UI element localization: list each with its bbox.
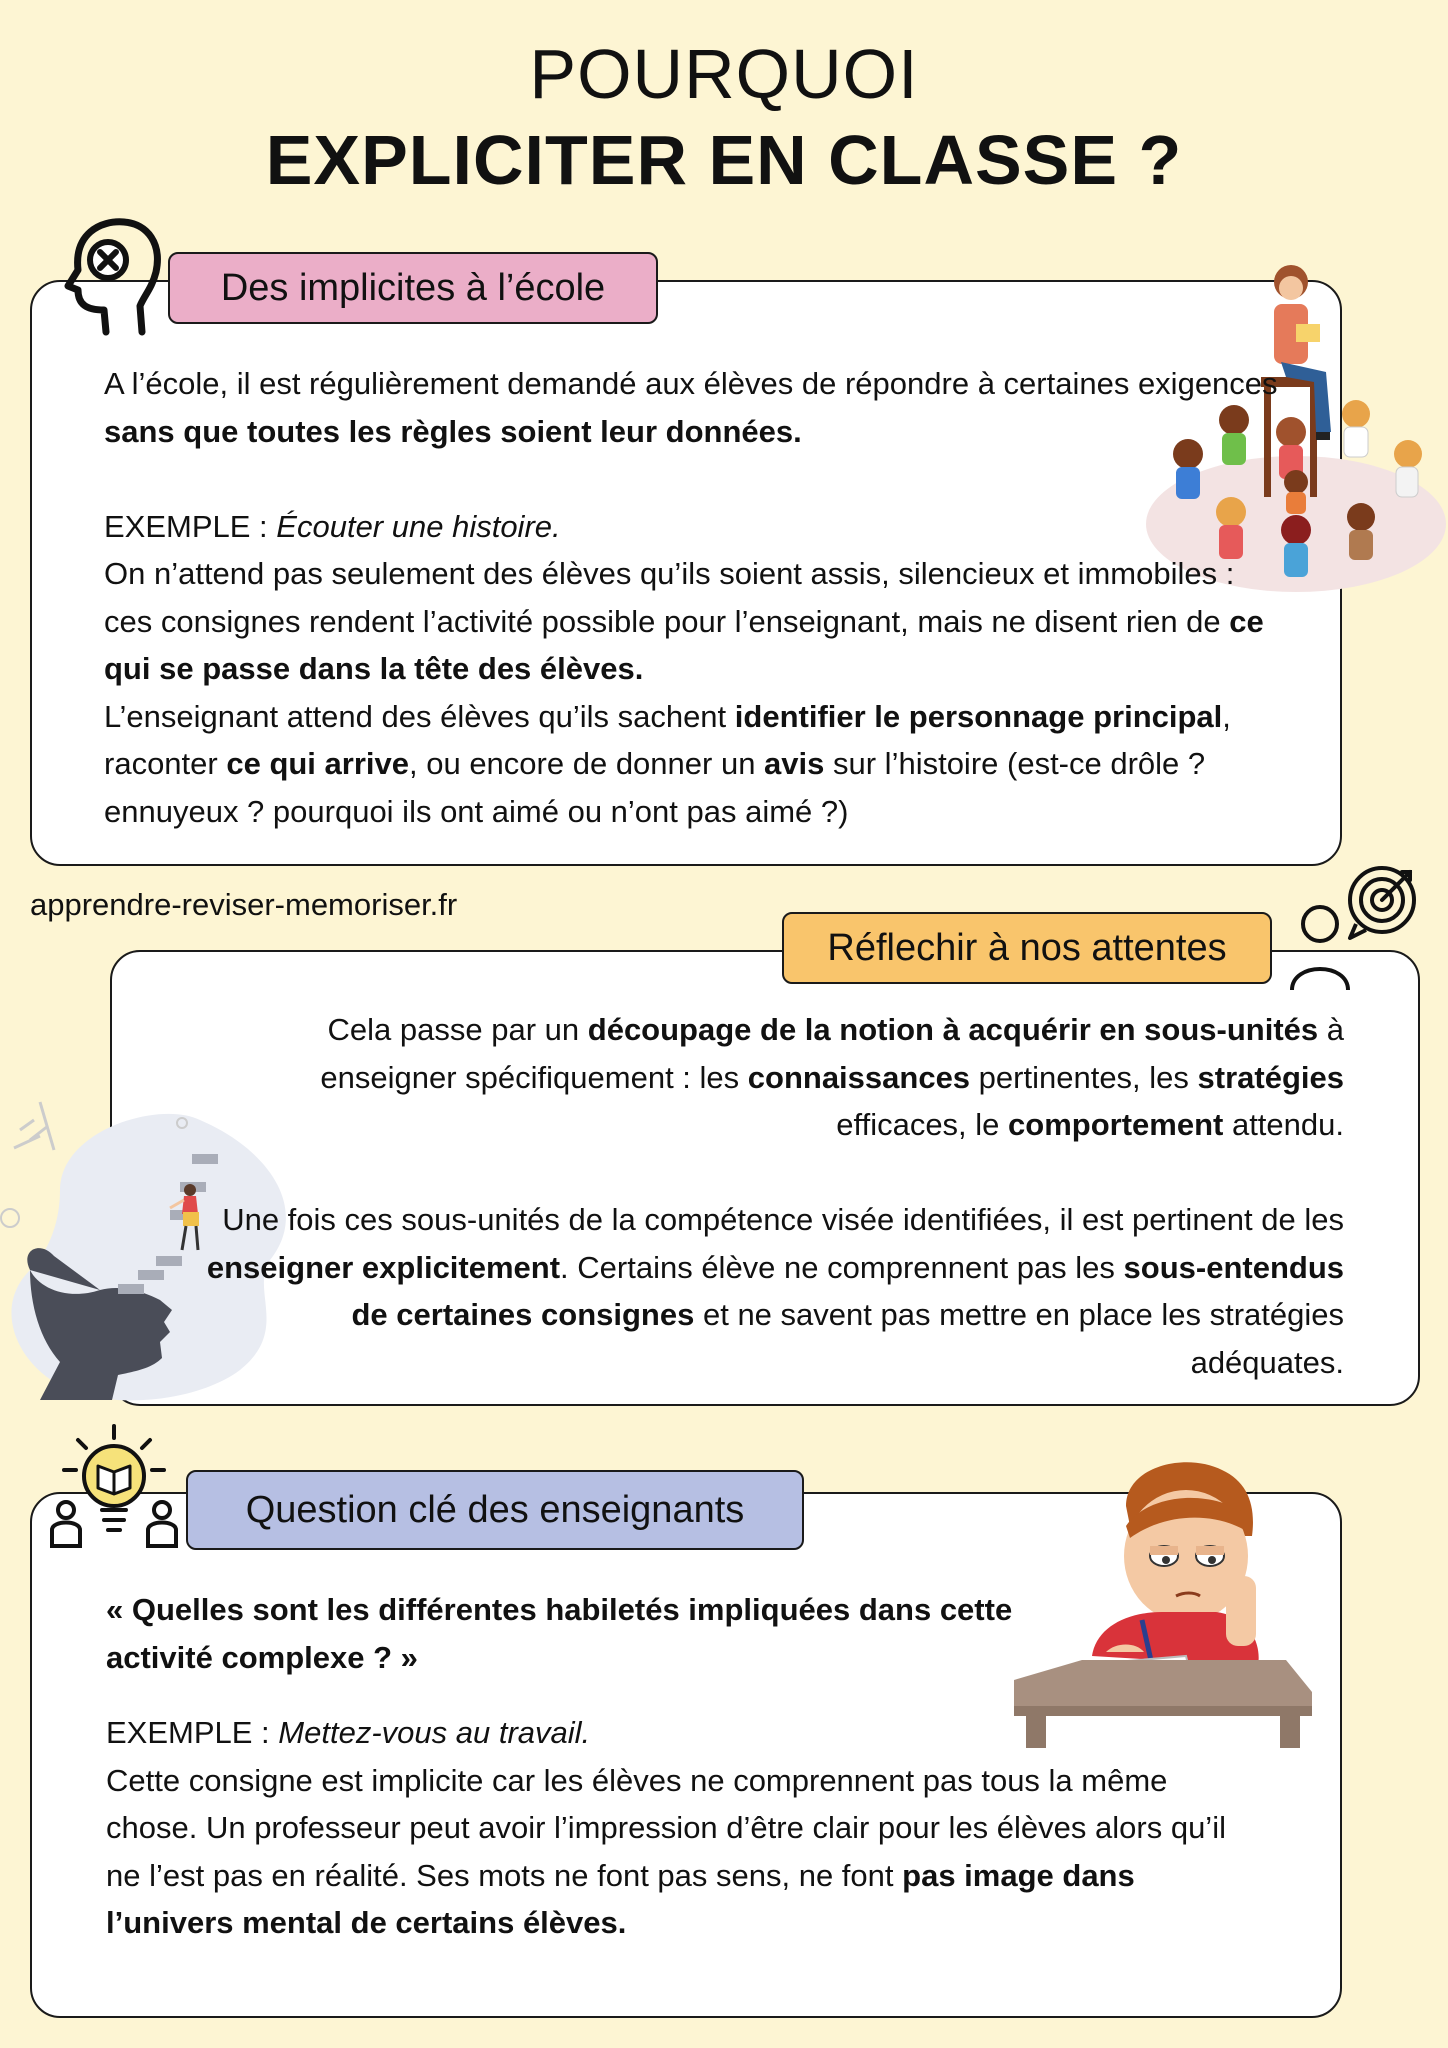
section1-body: [104, 360, 1284, 835]
head-with-x-icon: [44, 214, 164, 344]
section1-heading: Des implicites à l’école: [168, 252, 658, 324]
page-title-line2: EXPLICITER EN CLASSE ?: [265, 121, 1183, 199]
section2-heading: Réflechir à nos attentes: [782, 912, 1272, 984]
website-link[interactable]: apprendre-reviser-memoriser.fr: [30, 887, 458, 922]
section3-question: « Quelles sont les différentes habiletés impliquées dans cette activité complexe ? »: [106, 1592, 1013, 1675]
section2-paragraph-1: Cela passe par un découpage de la notion à acquérir en sous-unités à enseigner spécifiquement : les connaissances pertinentes, les stratégies efficaces, le comportement attendu.: [320, 1012, 1344, 1142]
section1-paragraph-1: A l’école, il est régulièrement demandé aux élèves de répondre à certaines exigences sans que toutes les règles soient leur données.: [104, 366, 1278, 449]
section1-example: EXEMPLE : Écouter une histoire.: [104, 508, 561, 544]
section3-paragraph-1: Cette consigne est implicite car les élèves ne comprennent pas tous la même chose. Un professeur peut avoir l’impression d’être clair pour les élèves alors qu’il ne l’est pas en réalité. Ses mots ne font pas sens, ne font pas image dans l’univers mental de certains élèves.: [106, 1762, 1226, 1940]
lightbulb-book-people-icon: [48, 1426, 180, 1550]
page-title-line1: POURQUOI: [529, 35, 919, 113]
section1-paragraph-2: On n’attend pas seulement des élèves qu’ils soient assis, silencieux et immobiles : ces consignes rendent l’activité possible pour l’enseignant, mais ne disent rien de ce qui se passe dans la tête des élèves.: [104, 556, 1264, 686]
section3-body: [106, 1586, 1266, 1947]
section1-paragraph-3: L’enseignant attend des élèves qu’ils sachent identifier le personnage principal, raconter ce qui arrive, ou encore de donner un avis sur l’histoire (est-ce drôle ? ennuyeux ? pourquoi ils ont aimé ou n’ont pas aimé ?): [104, 698, 1231, 829]
section2-paragraph-2: Une fois ces sous-unités de la compétence visée identifiées, il est pertinent de les enseigner explicitement. Certains élève ne comprennent pas les sous-entendus de certaines consignes et ne savent pas mettre en place les stratégies adéquates.: [206, 1202, 1344, 1380]
section3-example: EXEMPLE : Mettez-vous au travail.: [106, 1715, 591, 1750]
target-person-icon: [1290, 862, 1420, 992]
section3-heading: Question clé des enseignants: [186, 1470, 804, 1550]
section2-body: [200, 1006, 1344, 1386]
